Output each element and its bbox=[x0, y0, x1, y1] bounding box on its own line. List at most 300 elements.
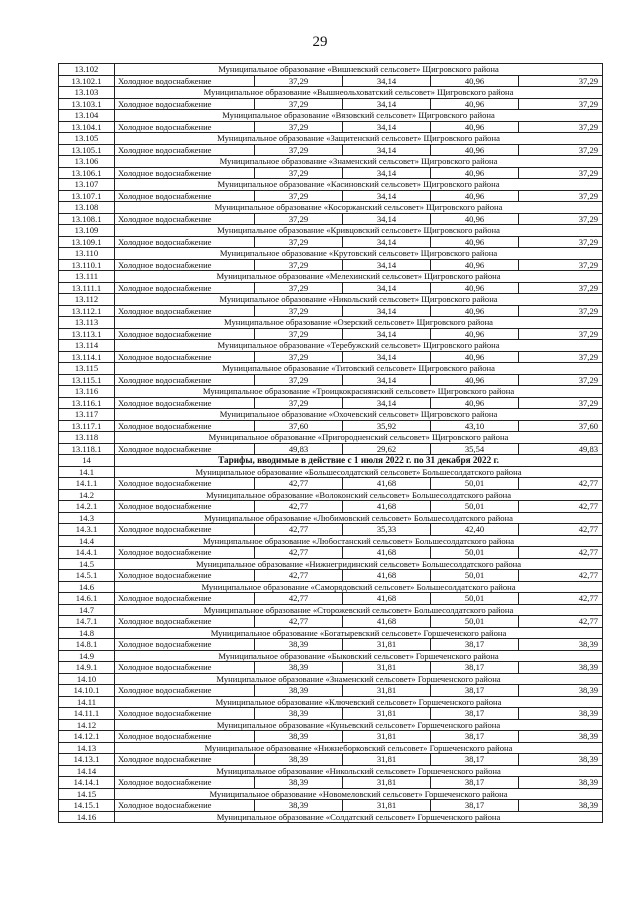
tariff-row bbox=[59, 190, 603, 202]
municipality-name: Муниципальное образование «Богатыревский сельсовет» Горшеченского района bbox=[115, 627, 603, 639]
municipality-row bbox=[59, 87, 603, 99]
tariff-row bbox=[59, 328, 603, 340]
tariff-row bbox=[59, 144, 603, 156]
row-code: 13.112.1 bbox=[59, 305, 115, 317]
row-code: 14.3 bbox=[59, 512, 115, 524]
municipality-row bbox=[59, 248, 603, 260]
tariff-value-3: 40,96 bbox=[431, 167, 519, 179]
row-code: 14.8 bbox=[59, 627, 115, 639]
tariff-value-3: 40,96 bbox=[431, 121, 519, 133]
tariff-value-1: 42,77 bbox=[255, 524, 343, 536]
tariff-value-1: 38,39 bbox=[255, 777, 343, 789]
tariff-value-3: 50,01 bbox=[431, 501, 519, 513]
service-name: Холодное водоснабжение bbox=[115, 167, 255, 179]
tariff-value-3: 38,17 bbox=[431, 754, 519, 766]
tariff-value-3: 40,96 bbox=[431, 190, 519, 202]
municipality-name: Муниципальное образование «Быковский сельсовет» Горшеченского района bbox=[115, 650, 603, 662]
tariff-value-2: 31,81 bbox=[343, 800, 431, 812]
tariff-row bbox=[59, 708, 603, 720]
row-code: 14.1.1 bbox=[59, 478, 115, 490]
municipality-name: Муниципальное образование «Знаменский сельсовет» Щигровского района bbox=[115, 156, 603, 168]
tariff-value-1: 37,29 bbox=[255, 374, 343, 386]
municipality-name: Муниципальное образование «Нижнеборковский сельсовет» Горшеченского района bbox=[115, 742, 603, 754]
tariff-row bbox=[59, 213, 603, 225]
municipality-row bbox=[59, 696, 603, 708]
row-code: 14.12 bbox=[59, 719, 115, 731]
tariff-value-1: 37,29 bbox=[255, 282, 343, 294]
municipality-name: Муниципальное образование «Любимовский сельсовет» Большесолдатского района bbox=[115, 512, 603, 524]
service-name: Холодное водоснабжение bbox=[115, 443, 255, 455]
tariff-row bbox=[59, 639, 603, 651]
service-name: Холодное водоснабжение bbox=[115, 547, 255, 559]
tariff-value-3: 50,01 bbox=[431, 570, 519, 582]
tariff-value-1: 37,29 bbox=[255, 397, 343, 409]
row-code: 14.9 bbox=[59, 650, 115, 662]
municipality-name: Муниципальное образование «Защитенский сельсовет» Щигровского района bbox=[115, 133, 603, 145]
service-name: Холодное водоснабжение bbox=[115, 754, 255, 766]
municipality-name: Муниципальное образование «Теребужский сельсовет» Щигровского района bbox=[115, 340, 603, 352]
municipality-row bbox=[59, 156, 603, 168]
tariff-value-1: 37,29 bbox=[255, 167, 343, 179]
row-code: 13.115 bbox=[59, 363, 115, 375]
municipality-name: Муниципальное образование «Вязовский сельсовет» Щигровского района bbox=[115, 110, 603, 122]
tariff-row bbox=[59, 75, 603, 87]
row-code: 14.6 bbox=[59, 581, 115, 593]
row-code: 13.111.1 bbox=[59, 282, 115, 294]
tariff-row bbox=[59, 570, 603, 582]
service-name: Холодное водоснабжение bbox=[115, 305, 255, 317]
tariff-value-2: 34,14 bbox=[343, 236, 431, 248]
row-code: 14.15.1 bbox=[59, 800, 115, 812]
tariff-value-4: 38,39 bbox=[519, 639, 603, 651]
tariff-value-4: 38,39 bbox=[519, 685, 603, 697]
row-code: 13.113.1 bbox=[59, 328, 115, 340]
tariff-value-4: 37,29 bbox=[519, 351, 603, 363]
service-name: Холодное водоснабжение bbox=[115, 420, 255, 432]
municipality-name: Муниципальное образование «Знаменский сельсовет» Горшеченского района bbox=[115, 673, 603, 685]
tariff-value-3: 38,17 bbox=[431, 731, 519, 743]
tariff-table bbox=[58, 63, 603, 823]
service-name: Холодное водоснабжение bbox=[115, 708, 255, 720]
tariff-value-4: 38,39 bbox=[519, 662, 603, 674]
row-code: 13.103.1 bbox=[59, 98, 115, 110]
tariff-row bbox=[59, 593, 603, 605]
tariff-row bbox=[59, 662, 603, 674]
tariff-value-1: 37,29 bbox=[255, 121, 343, 133]
tariff-row bbox=[59, 524, 603, 536]
municipality-row bbox=[59, 719, 603, 731]
municipality-row bbox=[59, 742, 603, 754]
row-code: 14.12.1 bbox=[59, 731, 115, 743]
municipality-row bbox=[59, 558, 603, 570]
tariff-value-3: 42,40 bbox=[431, 524, 519, 536]
row-code: 13.114.1 bbox=[59, 351, 115, 363]
tariff-value-4: 42,77 bbox=[519, 501, 603, 513]
row-code: 14.8.1 bbox=[59, 639, 115, 651]
tariff-value-1: 42,77 bbox=[255, 616, 343, 628]
row-code: 14.11.1 bbox=[59, 708, 115, 720]
municipality-row bbox=[59, 225, 603, 237]
tariff-value-3: 38,17 bbox=[431, 800, 519, 812]
municipality-name: Муниципальное образование «Троицкокраснянский сельсовет» Щигровского района bbox=[115, 386, 603, 398]
municipality-name: Муниципальное образование «Саморядовский сельсовет» Большесолдатского района bbox=[115, 581, 603, 593]
row-code: 14.4.1 bbox=[59, 547, 115, 559]
municipality-row bbox=[59, 673, 603, 685]
tariff-row bbox=[59, 167, 603, 179]
tariff-value-4: 37,29 bbox=[519, 397, 603, 409]
tariff-value-2: 34,14 bbox=[343, 397, 431, 409]
municipality-name: Муниципальное образование «Кривцовский сельсовет» Щигровского района bbox=[115, 225, 603, 237]
row-code: 13.106.1 bbox=[59, 167, 115, 179]
tariff-value-4: 38,39 bbox=[519, 754, 603, 766]
row-code: 13.110.1 bbox=[59, 259, 115, 271]
row-code: 14.3.1 bbox=[59, 524, 115, 536]
tariff-value-2: 31,81 bbox=[343, 685, 431, 697]
municipality-row bbox=[59, 133, 603, 145]
tariff-value-1: 37,29 bbox=[255, 98, 343, 110]
tariff-value-3: 40,96 bbox=[431, 236, 519, 248]
row-code: 13.111 bbox=[59, 271, 115, 283]
service-name: Холодное водоснабжение bbox=[115, 282, 255, 294]
municipality-row bbox=[59, 340, 603, 352]
municipality-name: Муниципальное образование «Большесолдатский сельсовет» Большесолдатского района bbox=[115, 466, 603, 478]
tariff-value-3: 38,17 bbox=[431, 662, 519, 674]
tariff-row bbox=[59, 777, 603, 789]
tariff-value-1: 37,29 bbox=[255, 305, 343, 317]
tariff-value-3: 50,01 bbox=[431, 616, 519, 628]
tariff-value-1: 37,29 bbox=[255, 144, 343, 156]
row-code: 14 bbox=[59, 455, 115, 467]
service-name: Холодное водоснабжение bbox=[115, 259, 255, 271]
tariff-value-2: 31,81 bbox=[343, 731, 431, 743]
tariff-value-1: 37,29 bbox=[255, 259, 343, 271]
tariff-value-2: 41,68 bbox=[343, 547, 431, 559]
municipality-name: Муниципальное образование «Пригородненский сельсовет» Щигровского района bbox=[115, 432, 603, 444]
municipality-row bbox=[59, 627, 603, 639]
service-name: Холодное водоснабжение bbox=[115, 662, 255, 674]
page-number: 29 bbox=[312, 34, 328, 50]
tariff-value-4: 42,77 bbox=[519, 478, 603, 490]
tariff-value-2: 41,68 bbox=[343, 501, 431, 513]
row-code: 13.108 bbox=[59, 202, 115, 214]
municipality-row bbox=[59, 432, 603, 444]
tariff-value-3: 38,17 bbox=[431, 777, 519, 789]
service-name: Холодное водоснабжение bbox=[115, 639, 255, 651]
row-code: 13.107 bbox=[59, 179, 115, 191]
tariff-value-3: 40,96 bbox=[431, 259, 519, 271]
municipality-name: Муниципальное образование «Озерский сельсовет» Щигровского района bbox=[115, 317, 603, 329]
tariff-value-4: 37,60 bbox=[519, 420, 603, 432]
tariff-value-2: 34,14 bbox=[343, 213, 431, 225]
municipality-row bbox=[59, 765, 603, 777]
tariff-row bbox=[59, 478, 603, 490]
row-code: 13.118 bbox=[59, 432, 115, 444]
tariff-value-1: 38,39 bbox=[255, 754, 343, 766]
tariff-value-2: 34,14 bbox=[343, 351, 431, 363]
tariff-value-2: 31,81 bbox=[343, 708, 431, 720]
tariff-row bbox=[59, 731, 603, 743]
tariff-value-1: 38,39 bbox=[255, 708, 343, 720]
service-name: Холодное водоснабжение bbox=[115, 397, 255, 409]
service-name: Холодное водоснабжение bbox=[115, 478, 255, 490]
row-code: 14.14 bbox=[59, 765, 115, 777]
tariff-value-3: 40,96 bbox=[431, 282, 519, 294]
service-name: Холодное водоснабжение bbox=[115, 98, 255, 110]
service-name: Холодное водоснабжение bbox=[115, 685, 255, 697]
tariff-value-2: 34,14 bbox=[343, 259, 431, 271]
service-name: Холодное водоснабжение bbox=[115, 374, 255, 386]
row-code: 13.104.1 bbox=[59, 121, 115, 133]
tariff-value-1: 42,77 bbox=[255, 547, 343, 559]
tariff-value-3: 40,96 bbox=[431, 144, 519, 156]
municipality-name: Муниципальное образование «Волоконский сельсовет» Большесолдатского района bbox=[115, 489, 603, 501]
tariff-value-4: 37,29 bbox=[519, 167, 603, 179]
tariff-value-4: 42,77 bbox=[519, 570, 603, 582]
tariff-row bbox=[59, 98, 603, 110]
tariff-value-2: 31,81 bbox=[343, 777, 431, 789]
tariff-value-1: 38,39 bbox=[255, 731, 343, 743]
tariff-value-1: 42,77 bbox=[255, 478, 343, 490]
municipality-row bbox=[59, 788, 603, 800]
municipality-row bbox=[59, 604, 603, 616]
tariff-value-1: 42,77 bbox=[255, 593, 343, 605]
tariff-value-4: 37,29 bbox=[519, 190, 603, 202]
tariff-value-4: 37,29 bbox=[519, 328, 603, 340]
section-title: Тарифы, вводимые в действие с 1 июля 2022 г. по 31 декабря 2022 г. bbox=[115, 455, 603, 467]
tariff-value-4: 37,29 bbox=[519, 75, 603, 87]
tariff-value-3: 38,17 bbox=[431, 639, 519, 651]
tariff-value-1: 37,29 bbox=[255, 236, 343, 248]
tariff-value-2: 34,14 bbox=[343, 98, 431, 110]
tariff-value-2: 34,14 bbox=[343, 167, 431, 179]
row-code: 13.117 bbox=[59, 409, 115, 421]
tariff-value-2: 41,68 bbox=[343, 478, 431, 490]
municipality-name: Муниципальное образование «Титовский сельсовет» Щигровского района bbox=[115, 363, 603, 375]
municipality-name: Муниципальное образование «Крутовский сельсовет» Щигровского района bbox=[115, 248, 603, 260]
municipality-row bbox=[59, 535, 603, 547]
service-name: Холодное водоснабжение bbox=[115, 213, 255, 225]
tariff-value-3: 40,96 bbox=[431, 397, 519, 409]
tariff-value-4: 37,29 bbox=[519, 282, 603, 294]
tariff-value-2: 41,68 bbox=[343, 570, 431, 582]
service-name: Холодное водоснабжение bbox=[115, 351, 255, 363]
tariff-row bbox=[59, 236, 603, 248]
tariff-value-2: 34,14 bbox=[343, 144, 431, 156]
service-name: Холодное водоснабжение bbox=[115, 121, 255, 133]
tariff-value-4: 49,83 bbox=[519, 443, 603, 455]
tariff-value-3: 40,96 bbox=[431, 98, 519, 110]
tariff-value-1: 38,39 bbox=[255, 800, 343, 812]
tariff-value-2: 35,33 bbox=[343, 524, 431, 536]
tariff-value-3: 50,01 bbox=[431, 478, 519, 490]
municipality-row bbox=[59, 64, 603, 76]
municipality-row bbox=[59, 489, 603, 501]
tariff-value-4: 37,29 bbox=[519, 236, 603, 248]
municipality-row bbox=[59, 271, 603, 283]
row-code: 14.5 bbox=[59, 558, 115, 570]
row-code: 13.102.1 bbox=[59, 75, 115, 87]
service-name: Холодное водоснабжение bbox=[115, 777, 255, 789]
row-code: 14.16 bbox=[59, 811, 115, 823]
service-name: Холодное водоснабжение bbox=[115, 501, 255, 513]
tariff-value-3: 38,17 bbox=[431, 685, 519, 697]
tariff-value-2: 41,68 bbox=[343, 593, 431, 605]
tariff-row bbox=[59, 754, 603, 766]
tariff-value-3: 40,96 bbox=[431, 374, 519, 386]
municipality-name: Муниципальное образование «Вышнеольховатский сельсовет» Щигровского района bbox=[115, 87, 603, 99]
municipality-row bbox=[59, 202, 603, 214]
tariff-value-4: 42,77 bbox=[519, 547, 603, 559]
municipality-row bbox=[59, 512, 603, 524]
row-code: 13.117.1 bbox=[59, 420, 115, 432]
municipality-name: Муниципальное образование «Куньевский сельсовет» Горшеченского района bbox=[115, 719, 603, 731]
row-code: 13.102 bbox=[59, 64, 115, 76]
municipality-name: Муниципальное образование «Нижнегридинский сельсовет» Большесолдатского района bbox=[115, 558, 603, 570]
row-code: 14.7.1 bbox=[59, 616, 115, 628]
tariff-row bbox=[59, 121, 603, 133]
section-row bbox=[59, 455, 603, 467]
service-name: Холодное водоснабжение bbox=[115, 616, 255, 628]
row-code: 13.114 bbox=[59, 340, 115, 352]
tariff-value-1: 37,29 bbox=[255, 351, 343, 363]
municipality-name: Муниципальное образование «Мелехинский сельсовет» Щигровского района bbox=[115, 271, 603, 283]
row-code: 14.11 bbox=[59, 696, 115, 708]
row-code: 14.1 bbox=[59, 466, 115, 478]
tariff-row bbox=[59, 351, 603, 363]
tariff-value-4: 37,29 bbox=[519, 121, 603, 133]
tariff-row bbox=[59, 282, 603, 294]
tariff-row bbox=[59, 501, 603, 513]
service-name: Холодное водоснабжение bbox=[115, 328, 255, 340]
municipality-name: Муниципальное образование «Косоржанский сельсовет» Щигровского района bbox=[115, 202, 603, 214]
tariff-value-4: 38,39 bbox=[519, 777, 603, 789]
tariff-value-3: 43,10 bbox=[431, 420, 519, 432]
municipality-row bbox=[59, 811, 603, 823]
row-code: 14.15 bbox=[59, 788, 115, 800]
tariff-value-4: 37,29 bbox=[519, 213, 603, 225]
tariff-value-3: 40,96 bbox=[431, 305, 519, 317]
service-name: Холодное водоснабжение bbox=[115, 144, 255, 156]
service-name: Холодное водоснабжение bbox=[115, 524, 255, 536]
row-code: 14.9.1 bbox=[59, 662, 115, 674]
row-code: 13.103 bbox=[59, 87, 115, 99]
municipality-row bbox=[59, 363, 603, 375]
row-code: 13.109.1 bbox=[59, 236, 115, 248]
service-name: Холодное водоснабжение bbox=[115, 236, 255, 248]
municipality-name: Муниципальное образование «Касиновский сельсовет» Щигровского района bbox=[115, 179, 603, 191]
tariff-value-2: 31,81 bbox=[343, 662, 431, 674]
tariff-value-1: 37,29 bbox=[255, 213, 343, 225]
tariff-value-4: 38,39 bbox=[519, 731, 603, 743]
tariff-value-1: 37,29 bbox=[255, 75, 343, 87]
municipality-name: Муниципальное образование «Никольский сельсовет» Горшеченского района bbox=[115, 765, 603, 777]
row-code: 13.106 bbox=[59, 156, 115, 168]
row-code: 14.6.1 bbox=[59, 593, 115, 605]
tariff-value-3: 40,96 bbox=[431, 351, 519, 363]
tariff-value-3: 40,96 bbox=[431, 328, 519, 340]
row-code: 13.104 bbox=[59, 110, 115, 122]
tariff-value-3: 38,17 bbox=[431, 708, 519, 720]
tariff-value-2: 29,62 bbox=[343, 443, 431, 455]
tariff-value-4: 37,29 bbox=[519, 374, 603, 386]
tariff-value-4: 38,39 bbox=[519, 800, 603, 812]
tariff-value-1: 38,39 bbox=[255, 662, 343, 674]
tariff-value-1: 42,77 bbox=[255, 570, 343, 582]
tariff-value-2: 31,81 bbox=[343, 639, 431, 651]
tariff-row bbox=[59, 305, 603, 317]
tariff-value-4: 42,77 bbox=[519, 616, 603, 628]
tariff-value-1: 49,83 bbox=[255, 443, 343, 455]
row-code: 13.105 bbox=[59, 133, 115, 145]
tariff-value-2: 34,14 bbox=[343, 190, 431, 202]
tariff-row bbox=[59, 374, 603, 386]
row-code: 13.110 bbox=[59, 248, 115, 260]
municipality-name: Муниципальное образование «Солдатский сельсовет» Горшеченского района bbox=[115, 811, 603, 823]
municipality-row bbox=[59, 650, 603, 662]
municipality-name: Муниципальное образование «Охочевский сельсовет» Щигровского района bbox=[115, 409, 603, 421]
service-name: Холодное водоснабжение bbox=[115, 800, 255, 812]
municipality-name: Муниципальное образование «Ключевский сельсовет» Горшеченского района bbox=[115, 696, 603, 708]
tariff-value-4: 38,39 bbox=[519, 708, 603, 720]
tariff-value-2: 34,14 bbox=[343, 328, 431, 340]
tariff-value-2: 31,81 bbox=[343, 754, 431, 766]
tariff-value-2: 41,68 bbox=[343, 616, 431, 628]
municipality-row bbox=[59, 466, 603, 478]
tariff-value-2: 35,92 bbox=[343, 420, 431, 432]
service-name: Холодное водоснабжение bbox=[115, 190, 255, 202]
tariff-row bbox=[59, 420, 603, 432]
municipality-name: Муниципальное образование «Вишневский сельсовет» Щигровского района bbox=[115, 64, 603, 76]
row-code: 13.112 bbox=[59, 294, 115, 306]
tariff-value-2: 34,14 bbox=[343, 75, 431, 87]
tariff-value-1: 37,29 bbox=[255, 328, 343, 340]
municipality-name: Муниципальное образование «Никольский сельсовет» Щигровского района bbox=[115, 294, 603, 306]
tariff-value-1: 37,29 bbox=[255, 190, 343, 202]
tariff-value-3: 35,54 bbox=[431, 443, 519, 455]
tariff-value-1: 42,77 bbox=[255, 501, 343, 513]
tariff-value-4: 42,77 bbox=[519, 524, 603, 536]
municipality-name: Муниципальное образование «Сторожевский сельсовет» Большесолдатского района bbox=[115, 604, 603, 616]
tariff-value-1: 38,39 bbox=[255, 685, 343, 697]
tariff-value-4: 42,77 bbox=[519, 593, 603, 605]
municipality-row bbox=[59, 110, 603, 122]
tariff-value-3: 40,96 bbox=[431, 75, 519, 87]
service-name: Холодное водоснабжение bbox=[115, 731, 255, 743]
row-code: 13.107.1 bbox=[59, 190, 115, 202]
municipality-row bbox=[59, 409, 603, 421]
row-code: 13.109 bbox=[59, 225, 115, 237]
tariff-value-1: 37,60 bbox=[255, 420, 343, 432]
tariff-value-4: 37,29 bbox=[519, 305, 603, 317]
row-code: 13.116 bbox=[59, 386, 115, 398]
row-code: 14.13 bbox=[59, 742, 115, 754]
row-code: 14.5.1 bbox=[59, 570, 115, 582]
service-name: Холодное водоснабжение bbox=[115, 570, 255, 582]
tariff-value-3: 40,96 bbox=[431, 213, 519, 225]
service-name: Холодное водоснабжение bbox=[115, 75, 255, 87]
row-code: 13.105.1 bbox=[59, 144, 115, 156]
row-code: 14.10.1 bbox=[59, 685, 115, 697]
row-code: 14.2 bbox=[59, 489, 115, 501]
municipality-name: Муниципальное образование «Новомеловский сельсовет» Горшеченского района bbox=[115, 788, 603, 800]
tariff-value-3: 50,01 bbox=[431, 593, 519, 605]
tariff-value-4: 37,29 bbox=[519, 98, 603, 110]
row-code: 13.118.1 bbox=[59, 443, 115, 455]
row-code: 14.2.1 bbox=[59, 501, 115, 513]
tariff-value-4: 37,29 bbox=[519, 259, 603, 271]
tariff-row bbox=[59, 685, 603, 697]
tariff-row bbox=[59, 800, 603, 812]
